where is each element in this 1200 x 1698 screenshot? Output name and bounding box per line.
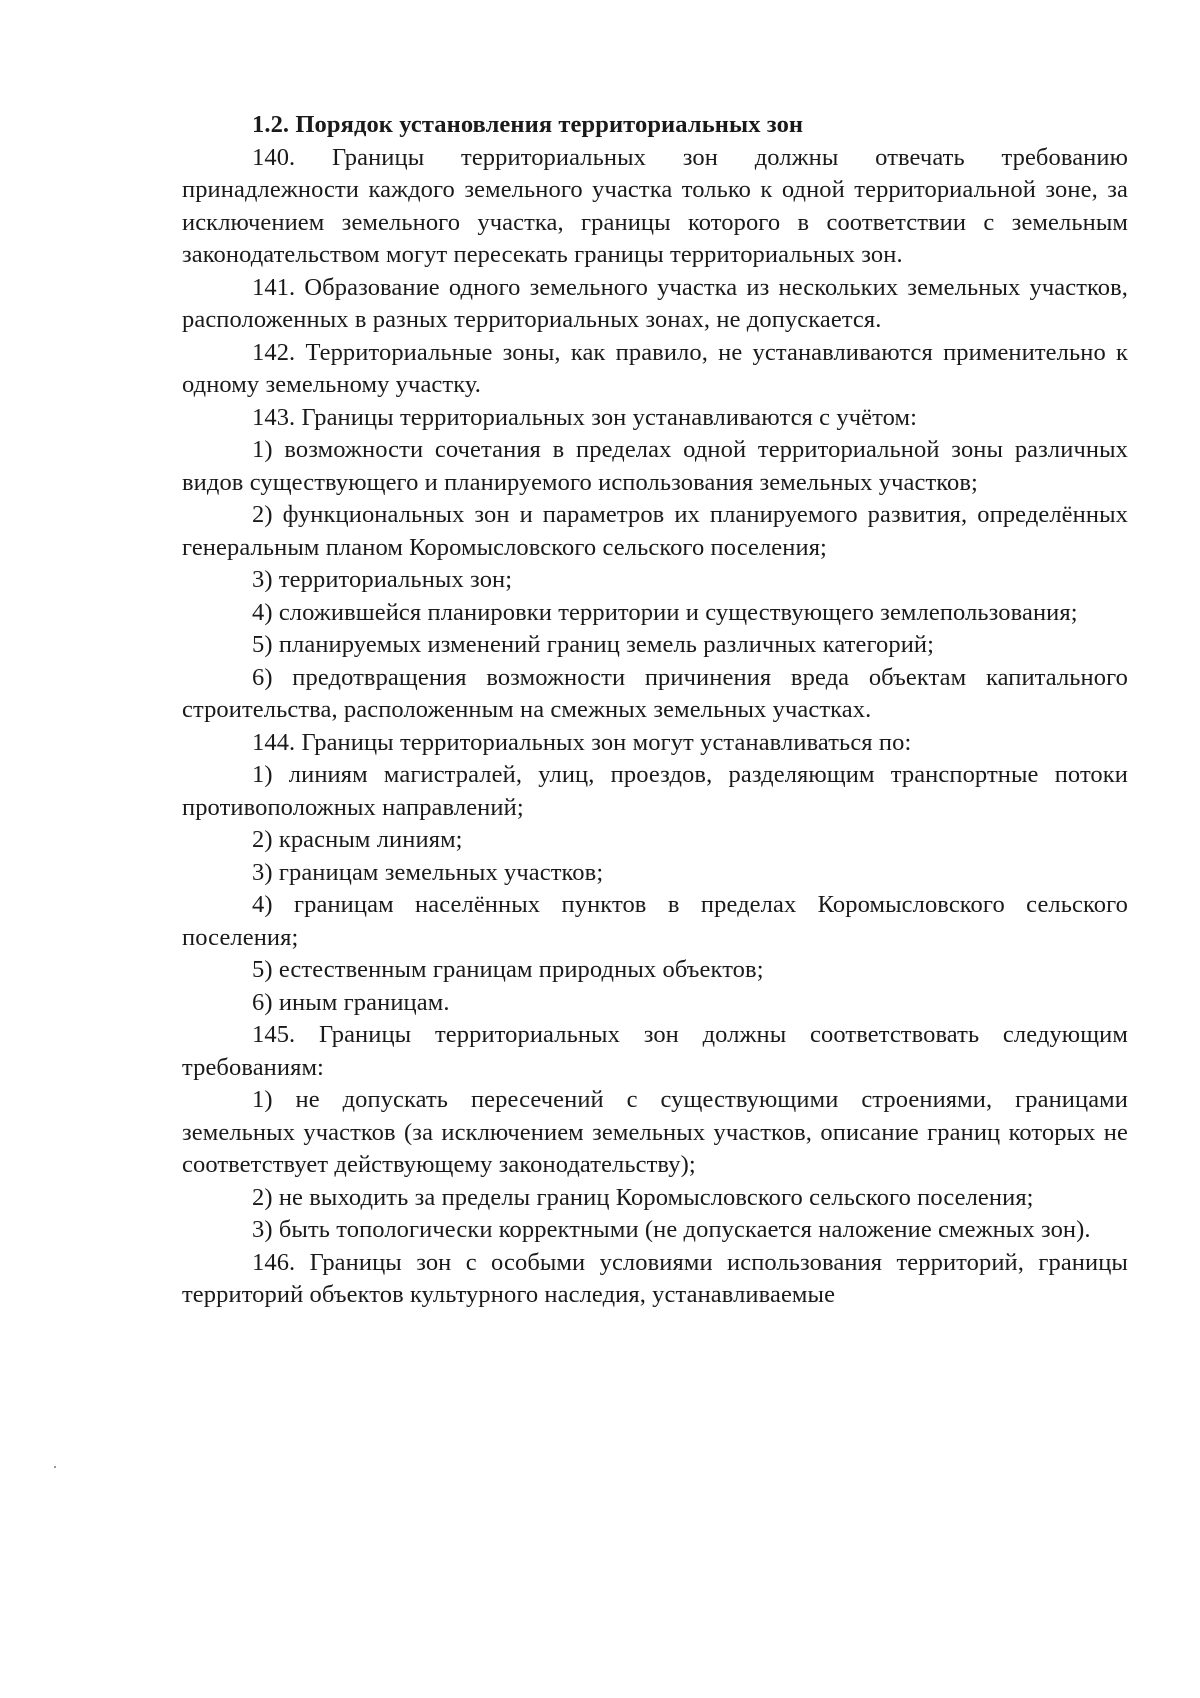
list-item-145-3: 3) быть топологически корректными (не допускается наложение смежных зон). — [252, 1216, 1091, 1243]
list-item-145-2: 2) не выходить за пределы границ Коромысловского сельского поселения; — [252, 1183, 1034, 1211]
paragraph-142: 142. Территориальные зоны, как правило, не устанавливаются применительно к одному земельному участку. — [182, 338, 1128, 398]
list-item-143-1: 1) возможности сочетания в пределах одной территориальной зоны различных видов существующего и планируемого использования земельных участков; — [182, 436, 1128, 496]
list-item-143-4: 4) сложившейся планировки территории и существующего землепользования; — [252, 598, 1078, 626]
paragraph-146: 146. Границы зон с особыми условиями использования территорий, границы территорий объектов культурного наследия, устанавливаемые — [182, 1248, 1128, 1308]
paragraph-144: 144. Границы территориальных зон могут устанавливаться по: — [252, 728, 912, 756]
list-item-144-6: 6) иным границам. — [252, 988, 450, 1016]
scan-speck — [54, 1466, 56, 1468]
list-item-144-5: 5) естественным границам природных объектов; — [252, 956, 764, 983]
list-item-144-1: 1) линиям магистралей, улиц, проездов, разделяющим транспортные потоки противоположных направлений; — [182, 761, 1128, 821]
list-item-143-3: 3) территориальных зон; — [252, 566, 513, 593]
paragraph-141: 141. Образование одного земельного участка из нескольких земельных участков, расположенных в разных территориальных зонах, не допускается. — [182, 273, 1128, 333]
list-item-143-2: 2) функциональных зон и параметров их планируемого развития, определённых генеральным планом Коромысловского сельского поселения; — [182, 501, 1128, 561]
list-item-145-1: 1) не допускать пересечений с существующими строениями, границами земельных участков (за исключением земельных участков, описание границ которых не соответствует действующему законодательству); — [182, 1086, 1128, 1178]
paragraph-145: 145. Границы территориальных зон должны соответствовать следующим требованиям: — [182, 1021, 1128, 1081]
list-item-144-3: 3) границам земельных участков; — [252, 858, 604, 886]
section-heading: 1.2. Порядок установления территориальных зон — [252, 111, 804, 138]
list-item-143-6: 6) предотвращения возможности причинения вреда объектам капитального строительства, расположенным на смежных земельных участках. — [182, 663, 1128, 723]
paragraph-140: 140. Границы территориальных зон должны отвечать требованию принадлежности каждого земельного участка только к одной территориальной зоне, за исключением земельного участка, границы которого в соответствии с земельным законодательством могут пересекать границы территориальных зон. — [182, 143, 1128, 268]
list-item-144-4: 4) границам населённых пунктов в пределах Коромысловского сельского поселения; — [182, 891, 1128, 951]
document-page — [182, 109, 1128, 1312]
list-item-143-5: 5) планируемых изменений границ земель различных категорий; — [252, 631, 935, 658]
list-item-144-2: 2) красным линиям; — [252, 826, 463, 853]
paragraph-143: 143. Границы территориальных зон устанавливаются с учётом: — [252, 403, 917, 431]
